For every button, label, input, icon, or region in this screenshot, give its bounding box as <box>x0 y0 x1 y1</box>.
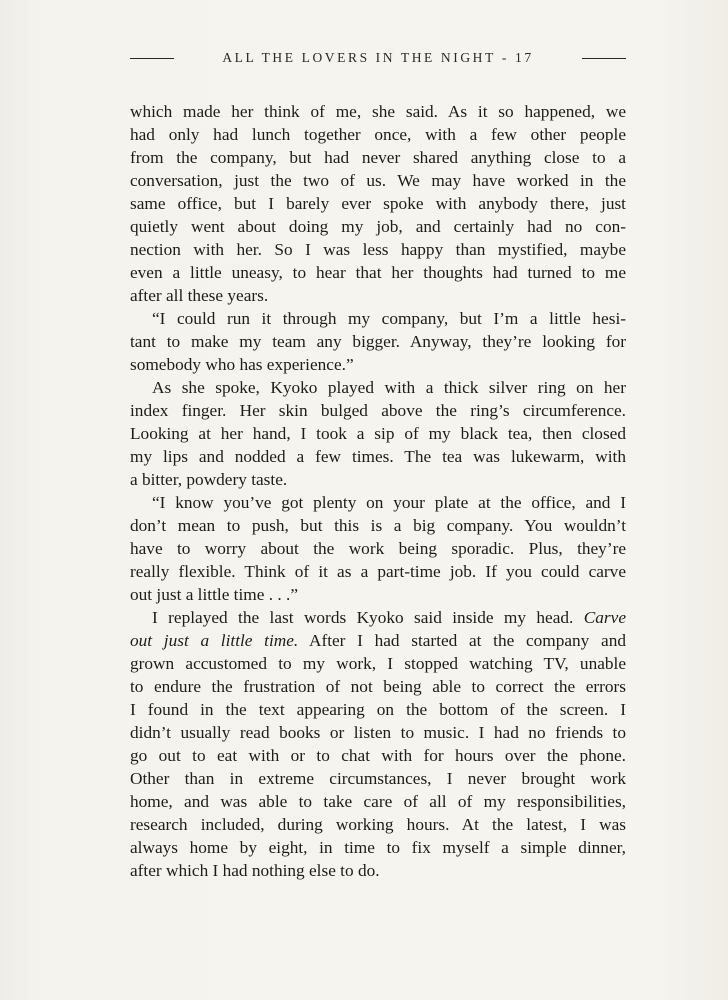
text-line: index finger. Her skin bulged above the ring’s circumference. <box>130 401 626 420</box>
text-line: even a little uneasy, to hear that her thoughts had turned to me <box>130 263 626 282</box>
header-rule-left <box>130 58 174 59</box>
text-line: conversation, just the two of us. We may have worked in the <box>130 171 626 190</box>
text-line: research included, during working hours. At the latest, I was <box>130 815 626 834</box>
text-line: “I know you’ve got plenty on your plate at the office, and I <box>152 493 626 512</box>
text-line: same office, but I barely ever spoke with anybody there, just <box>130 194 626 213</box>
text-line: out just a little time . . .” <box>130 585 298 604</box>
text-line: I replayed the last words Kyoko said inside my head. Carve <box>152 608 626 627</box>
text-line: home, and was able to take care of all of my responsibilities, <box>130 792 626 811</box>
text-line: had only had lunch together once, with a few other people <box>130 125 626 144</box>
text-line: to endure the frustration of not being able to correct the errors <box>130 677 626 696</box>
body-text <box>130 100 626 882</box>
book-title: ALL THE LOVERS IN THE NIGHT <box>222 50 496 65</box>
text-line: after which I had nothing else to do. <box>130 861 380 880</box>
text-line: didn’t usually read books or listen to music. I had no friends to <box>130 723 626 742</box>
text-line: tant to make my team any bigger. Anyway, they’re looking for <box>130 332 626 351</box>
title-separator: - <box>501 50 509 65</box>
running-head <box>222 50 533 66</box>
text-line: from the company, but had never shared anything close to a <box>130 148 626 167</box>
text-line: go out to eat with or to chat with for hours over the phone. <box>130 746 626 765</box>
text-line: “I could run it through my company, but I’m a little hesi- <box>152 309 626 328</box>
text-line: really flexible. Think of it as a part-time job. If you could carve <box>130 562 626 581</box>
text-line: a bitter, powdery taste. <box>130 470 288 489</box>
text-line: I found in the text appearing on the bottom of the screen. I <box>130 700 626 719</box>
text-line: have to worry about the work being sporadic. Plus, they’re <box>130 539 626 558</box>
text-line: grown accustomed to my work, I stopped watching TV, unable <box>130 654 626 673</box>
running-header <box>130 46 626 70</box>
text-line: which made her think of me, she said. As it so happened, we <box>130 102 626 121</box>
text-line: nection with her. So I was less happy than mystified, maybe <box>130 240 626 259</box>
text-line: always home by eight, in time to fix myself a simple dinner, <box>130 838 626 857</box>
text-line: Other than in extreme circumstances, I never brought work <box>130 769 626 788</box>
text-line: after all these years. <box>130 286 269 305</box>
text-line: my lips and nodded a few times. The tea was lukewarm, with <box>130 447 626 466</box>
text-line: don’t mean to push, but this is a big company. You wouldn’t <box>130 516 626 535</box>
page-number: 17 <box>514 50 534 65</box>
text-line: out just a little time. After I had started at the company and <box>130 631 626 650</box>
header-rule-right <box>582 58 626 59</box>
text-line: somebody who has experience.” <box>130 355 354 374</box>
text-line: quietly went about doing my job, and certainly had no con- <box>130 217 626 236</box>
text-line: As she spoke, Kyoko played with a thick silver ring on her <box>152 378 626 397</box>
text-line: Looking at her hand, I took a sip of my black tea, then closed <box>130 424 626 443</box>
